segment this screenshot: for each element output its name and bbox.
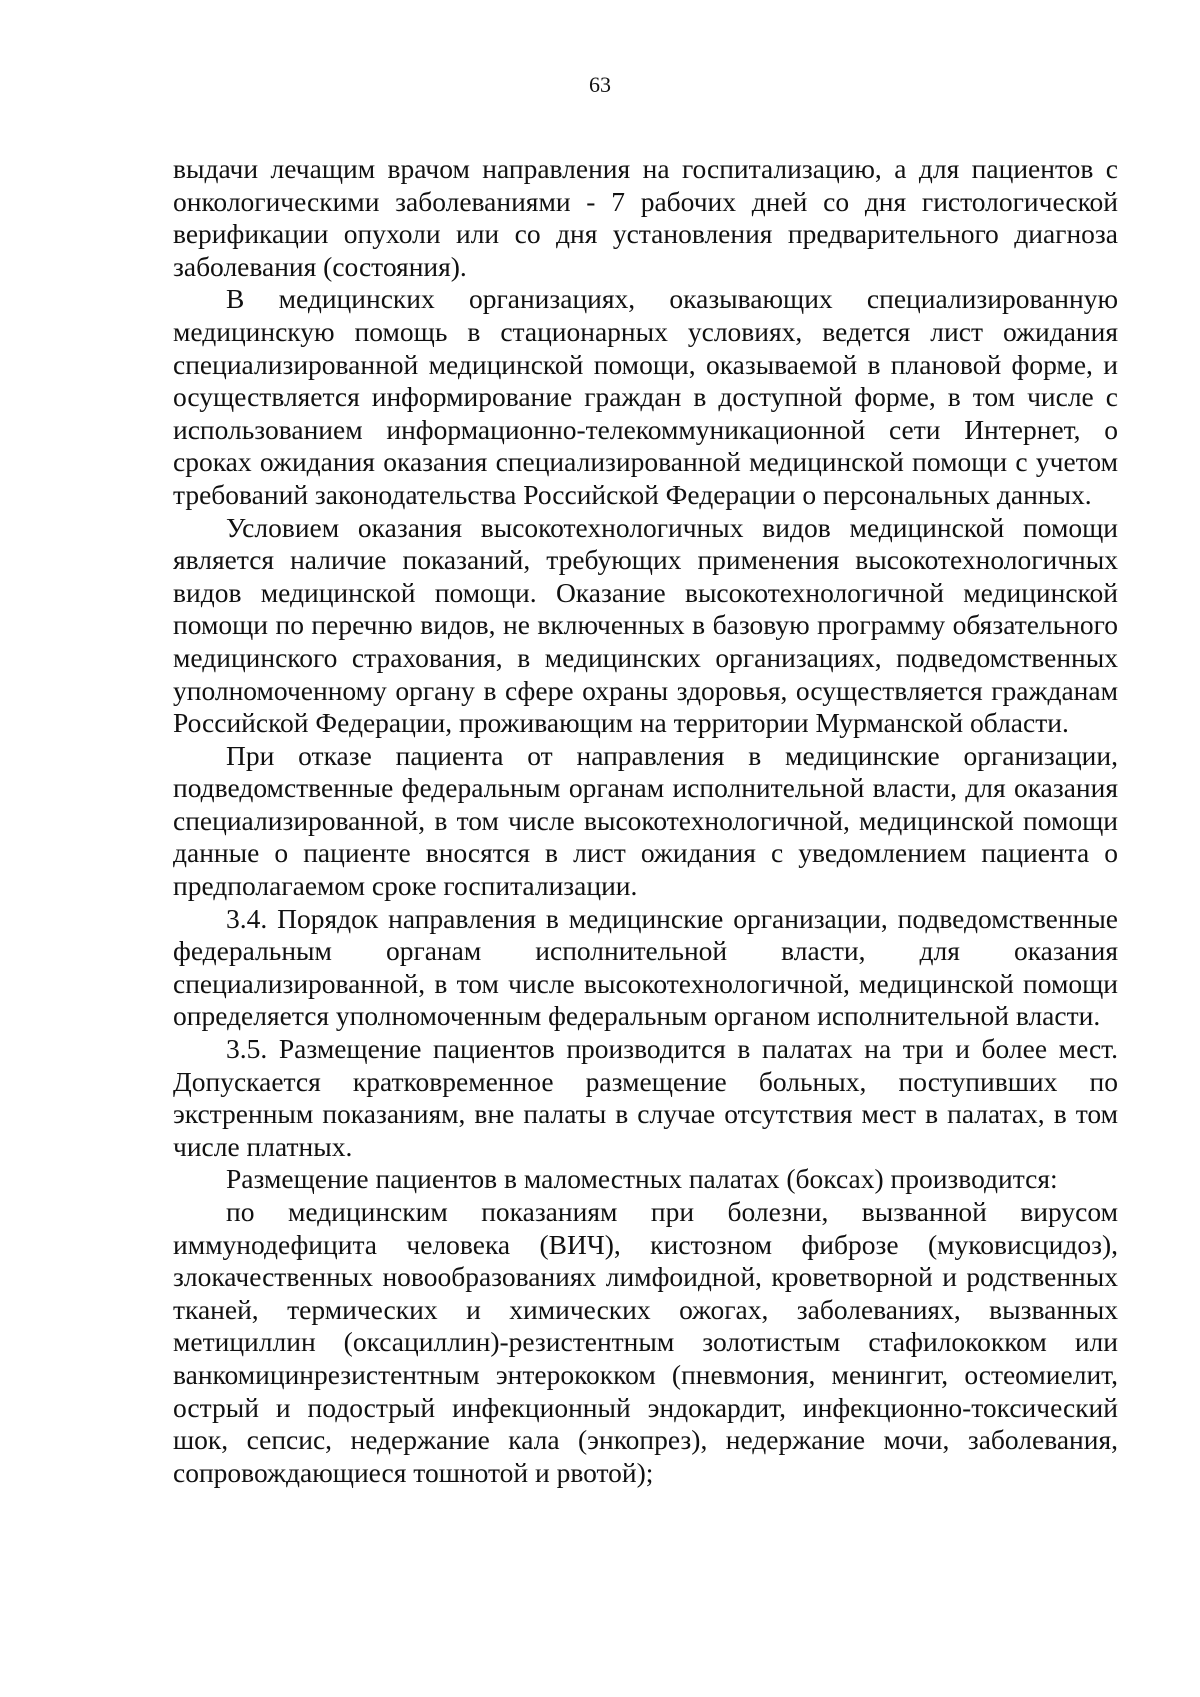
document-body (173, 153, 1118, 1489)
paragraph-section-3-4: 3.4. Порядок направления в медицинские организации, подведомственные федеральным органам исполнительной власти, для оказания специализированной, в том числе высокотехнологичной, медицинской помощи определяется уполномоченным федеральным органом исполнительной власти. (173, 902, 1118, 1032)
paragraph-patient-refusal: При отказе пациента от направления в медицинские организации, подведомственные федеральным органам исполнительной власти, для оказания специализированной, в том числе высокотехнологичной, медицинской помощи данные о пациенте вносятся в лист ожидания с уведомлением пациента о предполагаемом сроке госпитализации. (173, 739, 1118, 902)
paragraph-small-wards-intro: Размещение пациентов в маломестных палатах (боксах) производится: (226, 1163, 1058, 1195)
page-number: 63 (589, 72, 611, 97)
paragraph-medical-indications: по медицинским показаниям при болезни, вызванной вирусом иммунодефицита человека (ВИЧ), кистозном фиброзе (муковисцидоз), злокачественных новообразованиях лимфоидной, кроветворной и родственных тканей, термических и химических ожогах, заболеваниях, вызванных метициллин (оксациллин)-резистентным золотистым стафилококком или ванкомицинрезистентным энтерококком (пневмония, менингит, остеомиелит, острый и подострый инфекционный эндокардит, инфекционно-токсический шок, сепсис, недержание кала (энкопрез), недержание мочи, заболевания, сопровождающиеся тошнотой и рвотой); (173, 1196, 1118, 1488)
paragraph-section-3-5: 3.5. Размещение пациентов производится в палатах на три и более мест. Допускается кратковременное размещение больных, поступивших по экстренным показаниям, вне палаты в случае отсутствия мест в палатах, в том числе платных. (173, 1033, 1118, 1162)
paragraph-hospitalization-terms: выдачи лечащим врачом направления на госпитализацию, а для пациентов с онкологическими заболеваниями - 7 рабочих дней со дня гистологической верификации опухоли или со дня установления предварительного диагноза заболевания (состояния). (173, 153, 1118, 282)
paragraph-high-tech-care: Условием оказания высокотехнологичных видов медицинской помощи является наличие показаний, требующих применения высокотехнологичных видов медицинской помощи. Оказание высокотехнологичной медицинской помощи по перечню видов, не включенных в базовую программу обязательного медицинского страхования, в медицинских организациях, подведомственных уполномоченному органу в сфере охраны здоровья, осуществляется гражданам Российской Федерации, проживающим на территории Мурманской области. (173, 511, 1118, 739)
paragraph-waiting-list: В медицинских организациях, оказывающих специализированную медицинскую помощь в стационарных условиях, ведется лист ожидания специализированной медицинской помощи, оказываемой в плановой форме, и осуществляется информирование граждан в доступной форме, в том числе с использованием информационно-телекоммуникационной сети Интернет, о сроках ожидания оказания специализированной медицинской помощи с учетом требований законодательства Российской Федерации о персональных данных. (173, 283, 1118, 510)
